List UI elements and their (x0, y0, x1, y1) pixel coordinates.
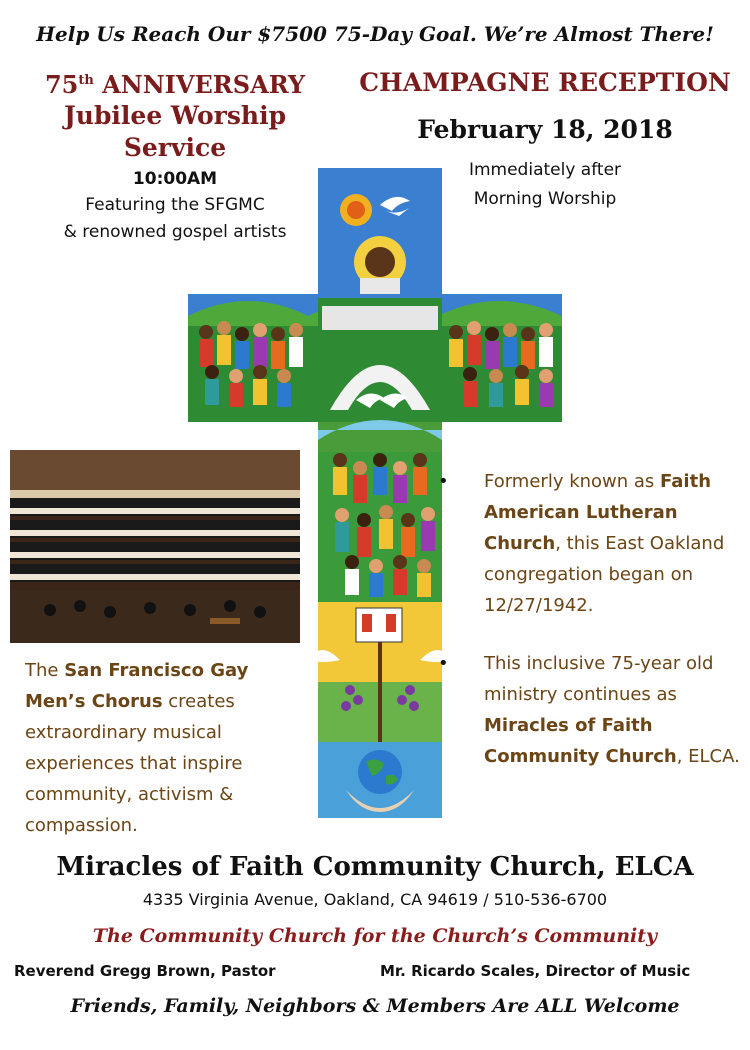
table (322, 306, 438, 330)
reception-when-2: Morning Worship (473, 189, 617, 209)
service-block (10, 66, 340, 246)
bullet-1-bold: Faith American Lutheran Church (484, 471, 712, 554)
anniv-number: 75 (44, 70, 79, 99)
bullet-2-pre: This inclusive 75-year old ministry continues as (484, 653, 714, 705)
jesus-figure (365, 247, 395, 277)
bullet-2-post: , ELCA. (676, 746, 740, 767)
chorus-name: San Francisco Gay Men’s Chorus (25, 660, 249, 712)
globe-icon (358, 750, 402, 794)
ministry-bullet (456, 648, 746, 772)
bullet-2-bold: Miracles of Faith Community Church (484, 715, 677, 767)
history-bullet (456, 466, 746, 621)
director-name: Mr. Ricardo Scales, Director of Music (380, 962, 691, 980)
choir-photo (10, 450, 300, 643)
bullet-1-post: , this East Oakland congregation began on 12/27/1942. (484, 533, 725, 616)
welcome-line: Friends, Family, Neighbors & Members Are ALL Welcome (70, 995, 680, 1017)
chorus-post: creates extraordinary musical experiences that inspire community, activism & compassion. (25, 691, 243, 836)
pastor-name: Reverend Gregg Brown, Pastor (14, 962, 276, 980)
church-name: Miracles of Faith Community Church, ELCA (56, 852, 694, 882)
church-motto: The Community Church for the Church’s Community (92, 925, 658, 947)
goal-banner: Help Us Reach Our $7500 75-Day Goal. We’re Almost There! (36, 22, 714, 46)
service-time: 10:00AM (132, 169, 218, 189)
reception-title: CHAMPAGNE RECEPTION (359, 68, 731, 97)
reception-block (355, 66, 735, 214)
chorus-description (25, 655, 315, 841)
anniversary-heading (10, 66, 340, 100)
chorus-pre: The (25, 660, 65, 681)
feature-line-2: & renowned gospel artists (63, 222, 287, 242)
service-title: Jubilee Worship Service (63, 101, 287, 162)
bullet-1-pre: Formerly known as (484, 471, 661, 492)
feature-line-1: Featuring the SFGMC (85, 195, 265, 215)
event-date: February 18, 2018 (417, 115, 673, 144)
reception-when-1: Immediately after (468, 160, 622, 180)
anniv-word: ANNIVERSARY (93, 70, 306, 99)
anniv-suffix: th (78, 73, 94, 88)
church-address: 4335 Virginia Avenue, Oakland, CA 94619 / 510-536-6700 (142, 890, 608, 909)
